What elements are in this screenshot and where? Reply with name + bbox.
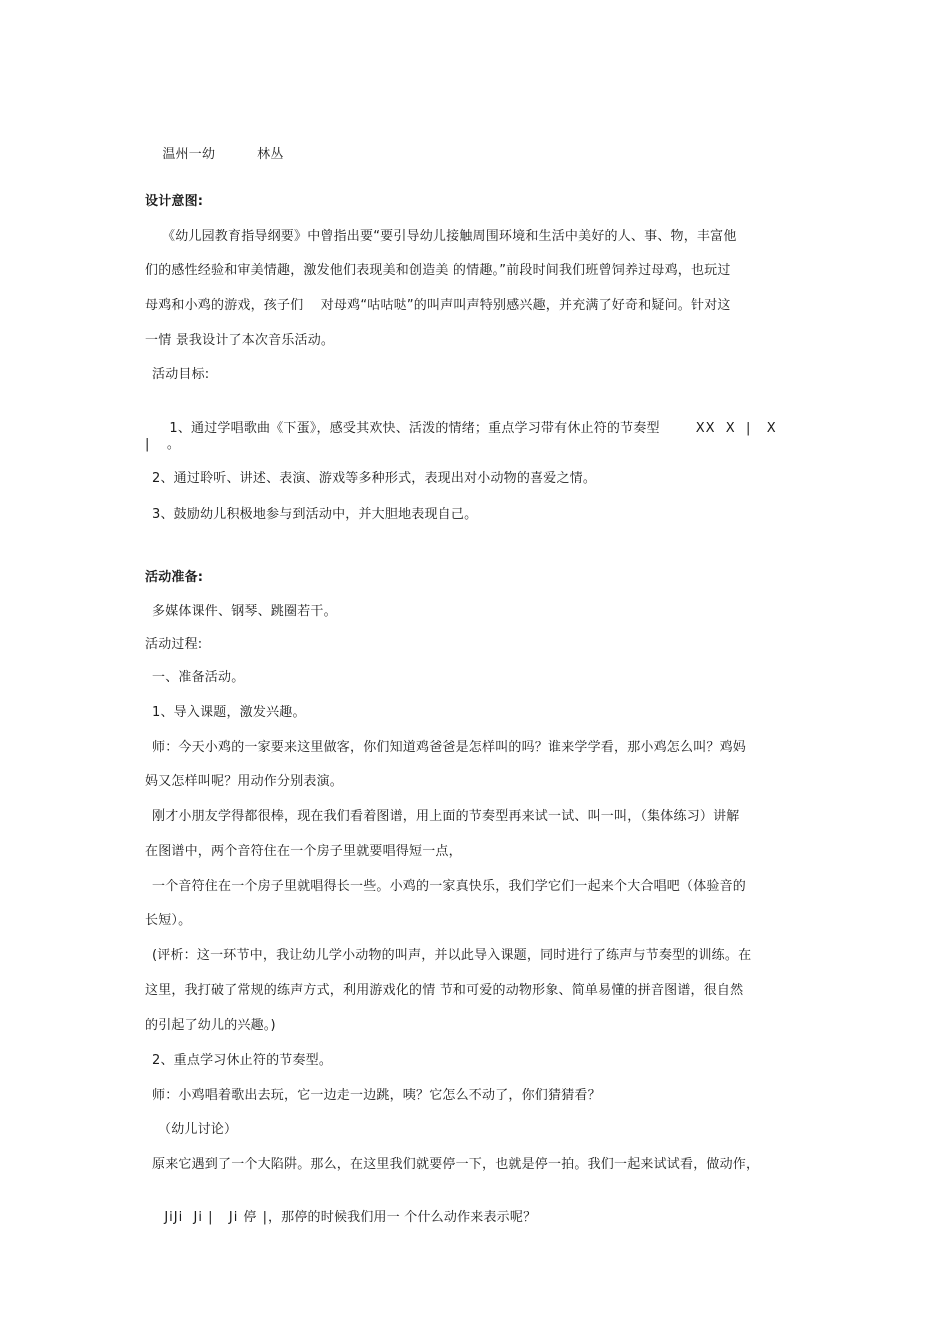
paragraph-3b-text: ，那停的时候我们用一 个什么动作来表示呢？	[267, 1210, 537, 1225]
design-intent-line-3: 母鸡和小鸡的游戏，孩子们 对母鸡“咕咕哒”的叫声叫声特别感兴趣，并充满了好奇和疑问。针对这	[145, 298, 731, 313]
author-line	[145, 128, 284, 182]
design-intent-line-1: 《幼儿园教育指导纲要》中曾指出要“要引导幼儿接触周围环境和生活中美好的人、事、物，丰富他	[162, 229, 737, 244]
comment-c: 的引起了幼儿的兴趣。)	[145, 1018, 276, 1033]
design-intent-heading: 设计意图:	[145, 194, 204, 209]
paragraph-2d: 长短）。	[145, 913, 192, 928]
goal-item-1	[152, 402, 777, 456]
author-name: 林丛	[257, 147, 284, 162]
process-step-1: 1、导入课题，激发兴趣。	[152, 705, 306, 720]
teacher-dialogue-1b: 妈又怎样叫呢？用动作分别表演。	[145, 774, 344, 789]
prep-heading: 活动准备:	[145, 570, 204, 585]
children-discussion: （幼儿讨论）	[158, 1122, 238, 1137]
paragraph-2b: 在图谱中，两个音符住在一个房子里就要唱得短一点，	[145, 844, 462, 859]
comment-b: 这里，我打破了常规的练声方式，利用游戏化的情 节和可爱的动物形象、简单易懂的拼音图谱，很自然	[145, 983, 744, 998]
goal-item-3: 3、鼓励幼儿积极地参与到活动中，并大胆地表现自己。	[152, 507, 478, 522]
design-intent-line-4: 一情 景我设计了本次音乐活动。	[145, 333, 335, 348]
teacher-dialogue-1a: 师：今天小鸡的一家要来这里做客，你们知道鸡爸爸是怎样叫的吗？谁来学学看，那小鸡怎么叫？鸡妈	[152, 740, 747, 755]
goal-item-1-text: 1、通过学唱歌曲《下蛋》，感受其欢快、活泼的情绪；重点学习带有休止符的节奏型	[169, 421, 660, 436]
paragraph-2c: 一个音符住在一个房子里就唱得长一些。小鸡的一家真快乐，我们学它们一起来个大合唱吧（体验音的	[152, 879, 747, 894]
goal-item-2: 2、通过聆听、讲述、表演、游戏等多种形式，表现出对小动物的喜爱之情。	[152, 471, 597, 486]
goals-heading: 活动目标:	[152, 367, 210, 382]
paragraph-2a: 刚才小朋友学得都很棒，现在我们看着图谱，用上面的节奏型再来试一试、叫一叫，（集体练习）讲解	[152, 809, 740, 824]
rhythm-pattern-2: JiJi Ji | Ji 停 |	[164, 1210, 268, 1225]
school-name: 温州一幼	[162, 147, 216, 162]
rhythm-pattern: XX X | X	[695, 421, 777, 436]
paragraph-3a: 原来它遇到了一个大陷阱。那么，在这里我们就要停一下，也就是停一拍。我们一起来试试看，做动作，	[152, 1157, 760, 1172]
process-part-1: 一、准备活动。	[152, 670, 245, 685]
design-intent-line-2: 们的感性经验和审美情趣，激发他们表现美和创造美 的情趣。”前段时间我们班曾饲养过母鸡，也玩过	[145, 263, 731, 278]
paragraph-3b	[147, 1191, 536, 1245]
process-step-2: 2、重点学习休止符的节奏型。	[152, 1053, 333, 1068]
teacher-dialogue-2: 师：小鸡唱着歌出去玩，它一边走一边跳，咦？它怎么不动了，你们猜猜看？	[152, 1088, 601, 1103]
process-heading: 活动过程:	[145, 637, 203, 652]
goal-item-1-cont: | 。	[145, 437, 181, 452]
prep-text: 多媒体课件、钢琴、跳圈若干。	[152, 604, 337, 619]
comment-a: (评析：这一环节中，我让幼儿学小动物的叫声，并以此导入课题，同时进行了练声与节奏型的训练。在	[152, 948, 752, 963]
